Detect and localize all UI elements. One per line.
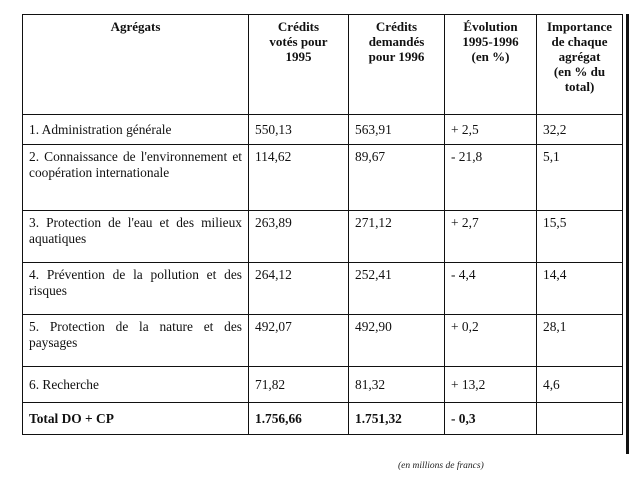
total-credits-1995: 1.756,66 [249,403,349,435]
importance-cell: 15,5 [537,211,623,263]
evolution-cell: + 2,5 [445,115,537,145]
total-evolution: - 0,3 [445,403,537,435]
importance-cell: 32,2 [537,115,623,145]
evolution-cell: + 13,2 [445,367,537,403]
table-row [23,145,623,211]
credits-1996-cell: 271,12 [349,211,445,263]
importance-cell: 14,4 [537,263,623,315]
table-row [23,263,623,315]
header-credits-1996: Crédits demandés pour 1996 [349,15,445,115]
credits-1996-cell: 81,32 [349,367,445,403]
row-label: 5. Protection de la nature et des paysages [23,315,249,367]
credits-1996-cell: 252,41 [349,263,445,315]
scan-edge-bar [626,14,629,454]
row-label: 2. Connaissance de l'environnement et coopération internationale [23,145,249,211]
header-importance: Importance de chaque agrégat (en % du total) [537,15,623,115]
evolution-cell: + 2,7 [445,211,537,263]
row-label: 3. Protection de l'eau et des milieux aquatiques [23,211,249,263]
budget-table [22,14,623,435]
credits-1995-cell: 263,89 [249,211,349,263]
row-label: 6. Recherche [23,367,249,403]
table-row [23,315,623,367]
units-footnote: (en millions de francs) [398,461,484,471]
total-credits-1996: 1.751,32 [349,403,445,435]
credits-1995-cell: 492,07 [249,315,349,367]
importance-cell: 5,1 [537,145,623,211]
total-label: Total DO + CP [23,403,249,435]
header-aggregats: Agrégats [23,15,249,115]
budget-table-container [22,14,626,435]
total-importance [537,403,623,435]
credits-1995-cell: 114,62 [249,145,349,211]
table-row [23,115,623,145]
row-label: 4. Prévention de la pollution et des risques [23,263,249,315]
total-row [23,403,623,435]
table-row [23,211,623,263]
credits-1995-cell: 550,13 [249,115,349,145]
importance-cell: 28,1 [537,315,623,367]
credits-1995-cell: 71,82 [249,367,349,403]
evolution-cell: - 21,8 [445,145,537,211]
credits-1996-cell: 492,90 [349,315,445,367]
table-row [23,367,623,403]
credits-1995-cell: 264,12 [249,263,349,315]
table-header-row [23,15,623,115]
row-label: 1. Administration générale [23,115,249,145]
evolution-cell: - 4,4 [445,263,537,315]
credits-1996-cell: 89,67 [349,145,445,211]
header-evolution: Évolution 1995-1996 (en %) [445,15,537,115]
evolution-cell: + 0,2 [445,315,537,367]
header-credits-1995: Crédits votés pour 1995 [249,15,349,115]
importance-cell: 4,6 [537,367,623,403]
credits-1996-cell: 563,91 [349,115,445,145]
